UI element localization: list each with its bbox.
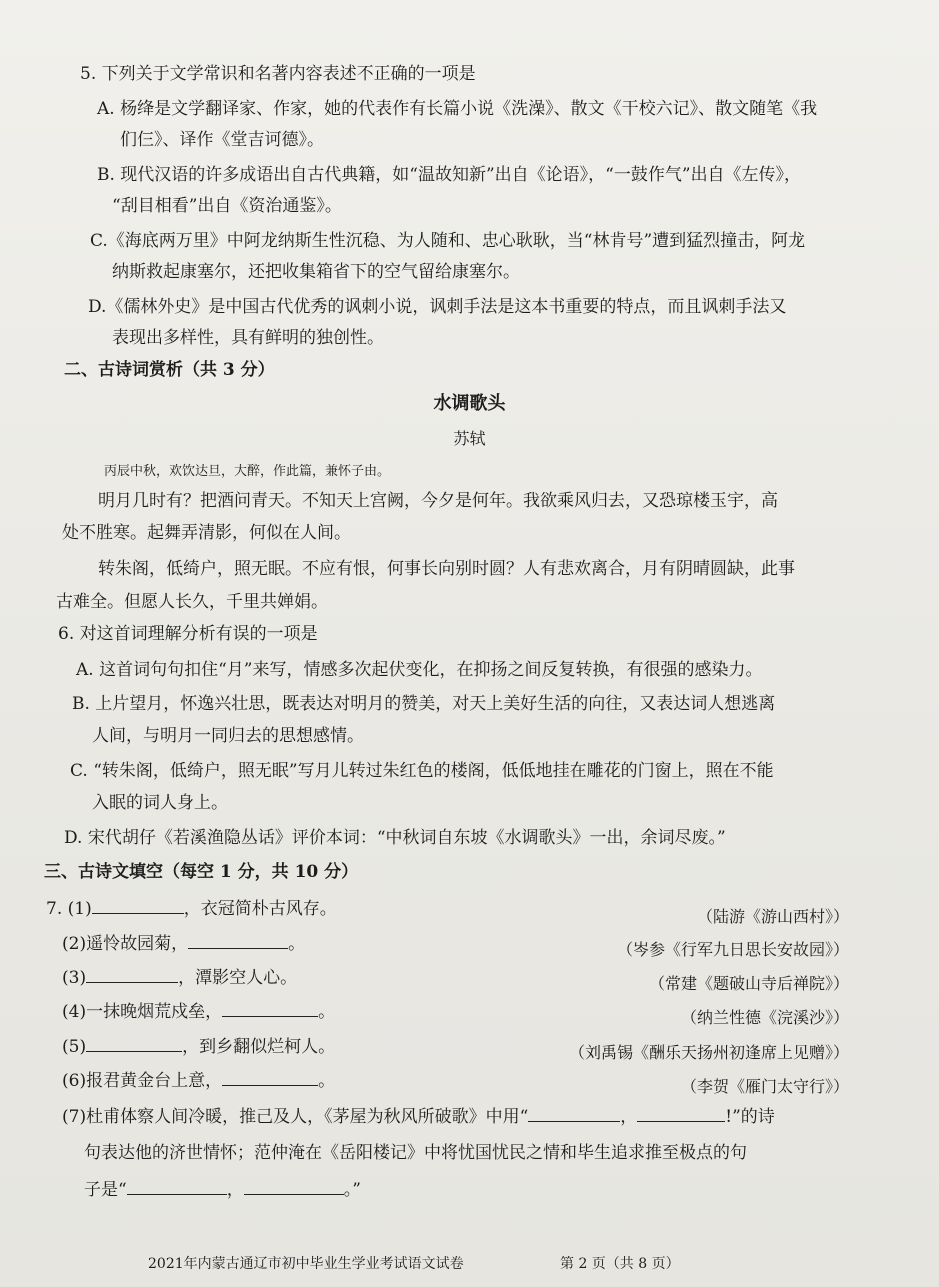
q7-item-6-prefix: (6)报君黄金台上意， — [62, 1071, 223, 1091]
footer-page-number: 第 2 页（共 8 页） — [560, 1256, 680, 1272]
q7-item-1-suffix: ，衣冠简朴古风存。 — [183, 899, 337, 919]
q7-item-4 — [62, 998, 335, 1024]
q7-item-3 — [62, 964, 297, 990]
q5-option-c-line2: 纳斯救起康塞尔，还把收集箱省下的空气留给康塞尔。 — [112, 262, 520, 282]
footer-exam-title: 2021年内蒙古通辽市初中毕业生学业考试语文试卷 — [148, 1256, 464, 1272]
q7-blank-4[interactable] — [222, 998, 318, 1017]
q7-item-7-text-c: !”的诗 — [725, 1107, 775, 1127]
q7-item-4-source: （纳兰性德《浣溪沙》） — [680, 1008, 849, 1027]
q7-item-6-suffix: 。 — [318, 1071, 336, 1091]
q7-item-5-prefix: (5) — [62, 1037, 87, 1057]
q7-item-7-text-b: ， — [620, 1107, 638, 1127]
q7-item-1-source: （陆游《游山西村》） — [696, 907, 849, 926]
q7-blank-5[interactable] — [86, 1033, 182, 1052]
poem-author: 苏轼 — [453, 429, 486, 448]
q7-item-4-prefix: (4)一抹晚烟荒戍垒， — [62, 1002, 223, 1022]
poem-stanza1-line2: 处不胜寒。起舞弄清影，何似在人间。 — [62, 523, 351, 543]
q5-option-d-line2: 表现出多样性，具有鲜明的独创性。 — [112, 328, 384, 348]
q6-option-b-line2: 人间，与明月一同归去的思想感情。 — [92, 726, 364, 746]
q5-option-d-line1: D.《儒林外史》是中国古代优秀的讽刺小说，讽刺手法是这本书重要的特点，而且讽刺手法又 — [88, 297, 787, 317]
q7-item-7-text-f: ， — [226, 1180, 244, 1200]
q6-option-d: D. 宋代胡仔《若溪渔隐丛话》评价本词：“中秋词自东坡《水调歌头》一出，余词尽废。” — [64, 828, 726, 848]
section-3-heading: 三、古诗文填空（每空 1 分，共 10 分） — [44, 862, 359, 882]
q5-option-a-line2: 们仨》、译作《堂吉诃德》。 — [120, 130, 324, 150]
q5-stem: 5. 下列关于文学常识和名著内容表述不正确的一项是 — [80, 64, 476, 84]
q7-item-7-line1 — [62, 1103, 775, 1129]
q5-option-a-line1: A. 杨绛是文学翻译家、作家，她的代表作有长篇小说《洗澡》、散文《干校六记》、散文随笔《我 — [97, 99, 818, 119]
q7-item-5-source: （刘禹锡《酬乐天扬州初逢席上见赠》） — [568, 1043, 849, 1062]
q7-blank-3[interactable] — [86, 964, 178, 983]
q7-item-3-suffix: ，潭影空人心。 — [178, 968, 298, 988]
q7-blank-2[interactable] — [188, 930, 288, 949]
q6-stem: 6. 对这首词理解分析有误的一项是 — [58, 624, 318, 644]
q7-blank-7c[interactable] — [127, 1176, 227, 1195]
q6-option-c-line2: 入眠的词人身上。 — [92, 793, 228, 813]
q7-item-2 — [62, 930, 305, 956]
q7-blank-7b[interactable] — [637, 1103, 725, 1122]
poem-preface: 丙辰中秋，欢饮达旦，大醉，作此篇，兼怀子由。 — [104, 464, 391, 479]
q7-blank-6[interactable] — [222, 1067, 318, 1086]
q5-option-b-line2: “刮目相看”出自《资治通鉴》。 — [112, 196, 342, 216]
q7-item-4-suffix: 。 — [318, 1002, 336, 1022]
poem-stanza2-line2: 古难全。但愿人长久，千里共婵娟。 — [56, 592, 328, 612]
q7-item-7-text-e: 子是“ — [84, 1180, 127, 1200]
poem-stanza2-line1: 转朱阁，低绮户，照无眠。不应有恨，何事长向别时圆？人有悲欢离合，月有阴晴圆缺，此事 — [98, 559, 795, 579]
poem-title: 水调歌头 — [433, 393, 506, 414]
q7-item-1-prefix: 7. (1) — [46, 899, 92, 919]
q7-blank-7a[interactable] — [528, 1103, 620, 1122]
q5-option-b-line1: B. 现代汉语的许多成语出自古代典籍，如“温故知新”出自《论语》，“一鼓作气”出自《左传》， — [97, 165, 802, 185]
q7-item-2-suffix: 。 — [288, 934, 306, 954]
q7-item-7-text-g: 。” — [343, 1180, 361, 1200]
q7-item-7-text-a: (7)杜甫体察人间冷暖，推己及人，《茅屋为秋风所破歌》中用“ — [62, 1107, 529, 1127]
q7-blank-1[interactable] — [92, 895, 184, 914]
q5-option-c-line1: C.《海底两万里》中阿龙纳斯生性沉稳、为人随和、忠心耿耿，当“林肯号”遭到猛烈撞击，阿龙 — [90, 231, 806, 251]
q7-item-5-suffix: ，到乡翻似烂柯人。 — [182, 1037, 336, 1057]
q7-item-5 — [62, 1033, 335, 1059]
q7-item-3-prefix: (3) — [62, 968, 87, 988]
q6-option-a: A. 这首词句句扣住“月”来写，情感多次起伏变化，在抑扬之间反复转换，有很强的感染力。 — [76, 660, 763, 680]
q7-item-6-source: （李贺《雁门太守行》） — [680, 1077, 849, 1096]
q7-blank-7d[interactable] — [244, 1176, 344, 1195]
q7-item-7-line2: 句表达他的济世情怀；范仲淹在《岳阳楼记》中将忧国忧民之情和毕生追求推至极点的句 — [84, 1143, 747, 1163]
q7-item-3-source: （常建《题破山寺后禅院》） — [648, 974, 849, 993]
q7-item-6 — [62, 1067, 335, 1093]
q6-option-b-line1: B. 上片望月，怀逸兴壮思，既表达对明月的赞美，对天上美好生活的向往，又表达词人想逃离 — [72, 694, 776, 714]
q7-item-7-line3 — [84, 1176, 361, 1202]
q7-item-1 — [46, 895, 337, 921]
q6-option-c-line1: C. “转朱阁，低绮户，照无眠”写月儿转过朱红色的楼阁，低低地挂在雕花的门窗上，照在不能 — [70, 761, 774, 781]
q7-item-2-source: （岑参《行军九日思长安故园》） — [616, 940, 849, 959]
q7-item-2-prefix: (2)遥怜故园菊， — [62, 934, 189, 954]
poem-stanza1-line1: 明月几时有？把酒问青天。不知天上宫阙，今夕是何年。我欲乘风归去，又恐琼楼玉宇，高 — [98, 491, 778, 511]
section-2-heading: 二、古诗词赏析（共 3 分） — [64, 360, 275, 380]
